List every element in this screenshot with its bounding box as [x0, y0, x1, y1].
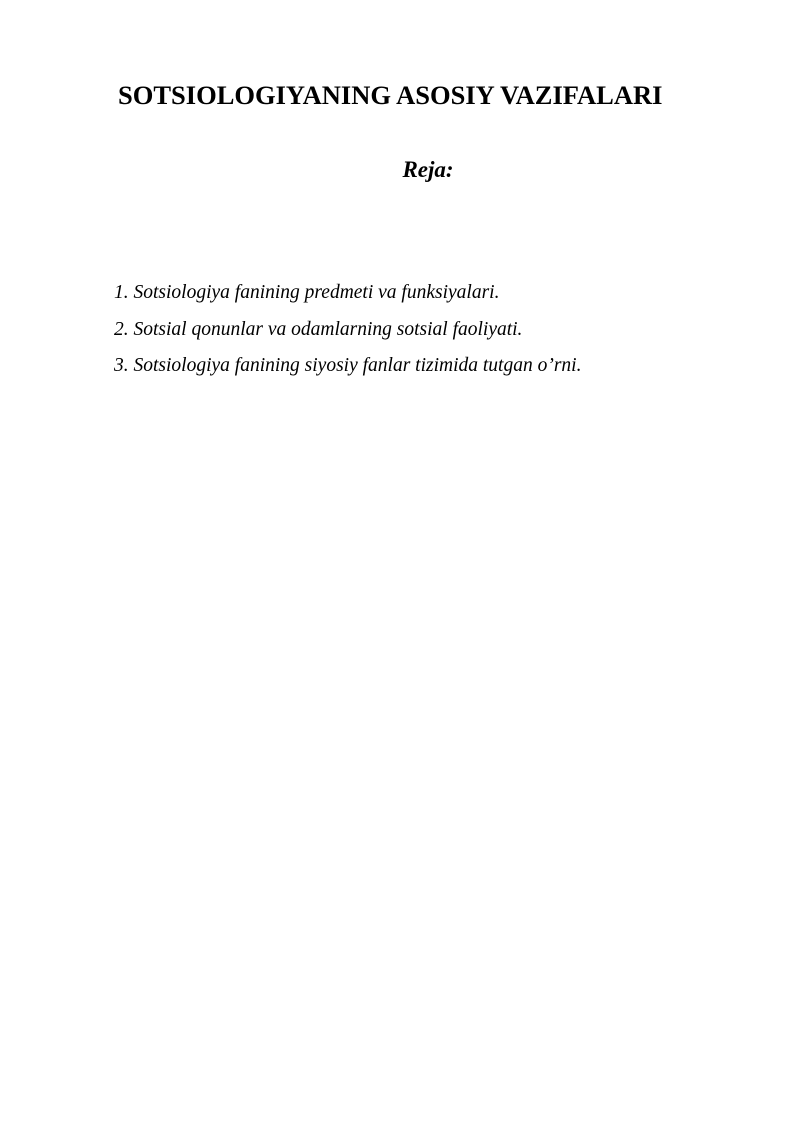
plan-heading: Reja: [402, 157, 454, 182]
plan-item: 2. Sotsial qonunlar va odamlarning sotsial faoliyati. [114, 318, 523, 340]
plan-item: 3. Sotsiologiya fanining siyosiy fanlar tizimida tutgan o’rni. [114, 355, 582, 376]
document-title: SOTSIOLOGIYANING ASOSIY VAZIFALARI [118, 80, 663, 110]
plan-list [114, 275, 581, 385]
plan-item: 1. Sotsiologiya fanining predmeti va funksiyalari. [114, 282, 500, 303]
